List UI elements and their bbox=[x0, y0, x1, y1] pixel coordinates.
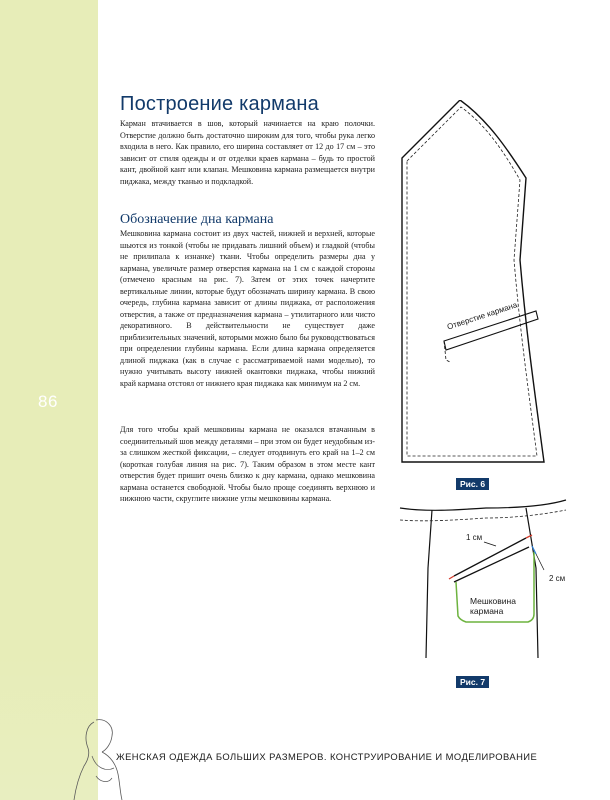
pocket-bag-label bbox=[470, 596, 516, 616]
label-1cm: 1 см bbox=[466, 533, 483, 542]
section-title: Построение кармана bbox=[120, 93, 320, 115]
pocket-bottom-paragraph: Мешковина кармана состоит из двух частей, нижней и верхней, которые шьются из тонкой (чтобы не придавать лишний объем) и гладкой (чтобы не прилипала к изнанке) ткани. Чтобы определить размеры дна у кармана, увеличьте размер отверстия кармана на 1 см с каждой стороны (отмечено красным на рис. 7). Затем от этих точек начертите вертикальные линии, которые будут обозначать ширину кармана. В свою очередь, глубина кармана зависит от длины пиджака, от расположения отверстия, а также от предназначения кармана – утилитарного или чисто декоративного. В действительности не существует даже приблизительных значений, которыми можно было бы руководствоваться при определении глубины кармана. Если длина кармана определяется длиной пиджака (как в случае с рассматриваемой нами моделью), то нужно учитывать высоту нижней окантовки пиджака, чтобы нижний край кармана отстоял от нижнего края пиджака как минимум на 2 см. bbox=[120, 229, 375, 388]
figure-7-caption: Рис. 7 bbox=[456, 676, 489, 688]
pocket-bag-label-line2: кармана bbox=[470, 606, 504, 616]
footer-book-title: ЖЕНСКАЯ ОДЕЖДА БОЛЬШИХ РАЗМЕРОВ. КОНСТРУИРОВАНИЕ И МОДЕЛИРОВАНИЕ bbox=[116, 751, 538, 762]
subsection-title: Обозначение дна кармана bbox=[120, 212, 274, 227]
figure-7-drawing bbox=[396, 498, 571, 668]
label-2cm: 2 см bbox=[549, 574, 566, 583]
figure-6-caption: Рис. 6 bbox=[456, 478, 489, 490]
seam-paragraph: Для того чтобы край мешковины кармана не оказался втачанным в соединительный шов между деталями – при этом он будет неудобным из-за слишком жесткой фиксации, – следует отодвинуть его край на 1–2 см (короткая голубая линия на рис. 7). Таким образом в этом месте кант отверстия будет пришит очень близко к дну кармана, однако мешковина кармана останется свободной. Чтобы было проще соединять верхнюю и нижнюю части, скруглите нижние углы мешковины кармана. bbox=[120, 425, 375, 503]
opening-label-rotated: Отверстие кармана bbox=[446, 300, 519, 332]
jacket-front-pattern bbox=[402, 100, 544, 462]
intro-paragraph: Карман втачивается в шов, который начинается на краю полочки. Отверстие должно быть достаточно широким для того, чтобы рука легко входила в него. Как правило, его ширина составляет от 12 до 17 см – это зависит от стиля одежды и от отделки краев кармана – будь то простой кант, двойной кант или клапан. Мешковина кармана размещается внутри пиджака, между тканью и подкладкой. bbox=[120, 119, 375, 186]
figure-6-drawing bbox=[398, 100, 573, 470]
pocket-bag-label-line1: Мешковина bbox=[470, 596, 516, 606]
page-number: 86 bbox=[38, 392, 58, 411]
